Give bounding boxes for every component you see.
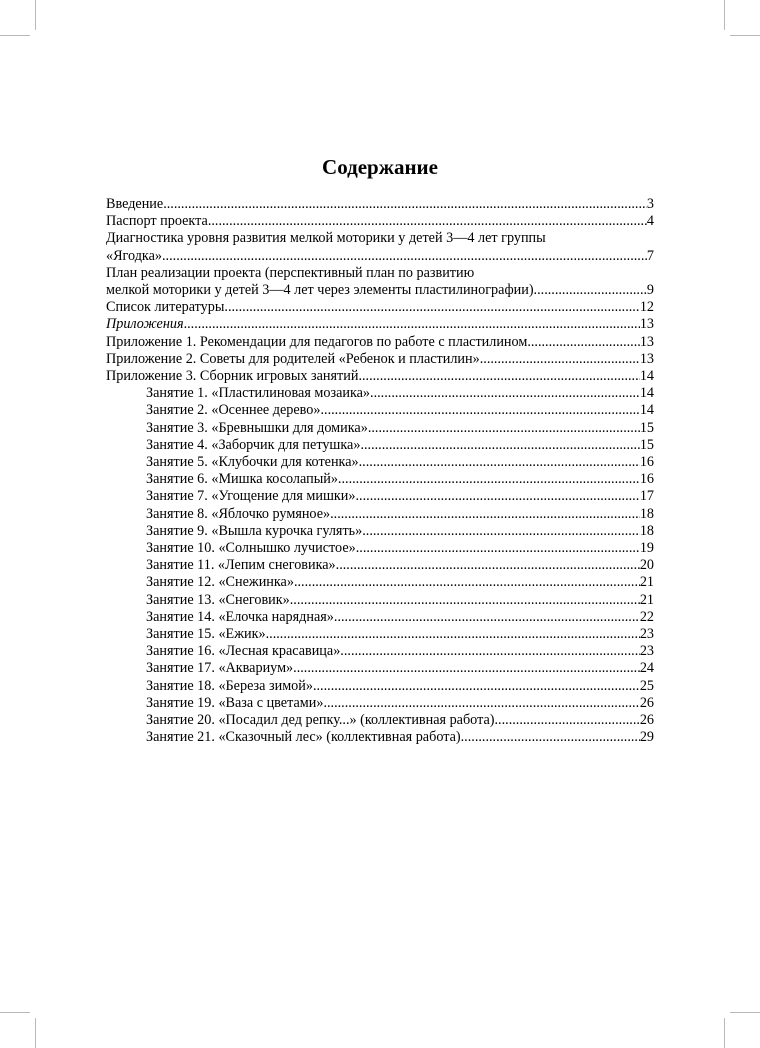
toc-leader-dots	[330, 506, 640, 523]
toc-leader-dots	[360, 437, 639, 454]
toc-leader-dots	[356, 540, 640, 557]
toc-leader-dots	[293, 660, 640, 677]
toc-leader-dots	[162, 248, 647, 265]
page-title: Содержание	[322, 155, 438, 179]
toc-lesson-entry[interactable]	[106, 523, 654, 540]
crop-mark	[724, 0, 725, 30]
toc-page-number: 18	[639, 522, 654, 539]
toc-lesson-entry[interactable]	[106, 712, 654, 729]
toc-entry[interactable]	[106, 316, 654, 333]
toc-leader-dots	[495, 712, 640, 729]
toc-lesson-entry[interactable]	[106, 678, 654, 695]
toc-entry[interactable]	[106, 351, 654, 368]
toc-entry[interactable]	[106, 334, 654, 351]
toc-lesson-entry[interactable]	[106, 626, 654, 643]
toc-leader-dots	[370, 385, 640, 402]
toc-leader-dots	[362, 523, 640, 540]
toc-entry-text: Занятие 21. «Сказочный лес» (коллективная работа)	[146, 729, 461, 746]
toc-lesson-entry[interactable]	[106, 557, 654, 574]
toc-leader-dots	[224, 299, 639, 316]
crop-mark	[0, 35, 30, 36]
toc-leader-dots	[290, 592, 640, 609]
toc-page-number: 23	[639, 643, 654, 660]
toc-lesson-entry[interactable]	[106, 506, 654, 523]
toc-leader-dots	[313, 678, 640, 695]
toc-entry-text: Приложение 1. Рекомендации для педагогов по работе с пластилином	[106, 333, 528, 350]
crop-mark	[35, 1018, 36, 1048]
toc-leader-dots	[356, 488, 640, 505]
toc-entry-text: мелкой моторики у детей 3—4 лет через элементы пластилинографии)	[106, 282, 534, 299]
toc-leader-dots	[358, 368, 639, 385]
toc-entry-text: Занятие 15. «Ежик»	[146, 626, 266, 643]
toc-entry-text: Приложение 2. Советы для родителей «Ребенок и пластилин»	[106, 350, 480, 367]
toc-page-number: 22	[639, 608, 654, 625]
toc-entry-text: Список литературы	[106, 299, 225, 316]
toc-page-number: 20	[639, 557, 654, 574]
toc-lesson-entry[interactable]	[106, 609, 654, 626]
toc-page-number: 17	[639, 488, 654, 505]
toc-entry-text: Занятие 13. «Снеговик»	[146, 591, 290, 608]
crop-mark	[730, 35, 760, 36]
toc-entry-text: Занятие 14. «Елочка нарядная»	[146, 608, 334, 625]
toc-lesson-entry[interactable]	[106, 592, 654, 609]
toc-leader-dots	[368, 420, 640, 437]
toc-lesson-entry[interactable]	[106, 454, 654, 471]
toc-lesson-entry[interactable]	[106, 660, 654, 677]
toc-leader-dots	[320, 402, 639, 419]
toc-entry[interactable]	[106, 248, 654, 265]
toc-lesson-entry[interactable]	[106, 695, 654, 712]
toc-entry-text: Введение	[106, 196, 164, 212]
crop-mark	[0, 1012, 30, 1013]
toc-leader-dots	[340, 643, 640, 660]
toc-page-number: 16	[639, 454, 654, 471]
toc-entry-text: Занятие 4. «Заборчик для петушка»	[146, 436, 361, 453]
toc-leader-dots	[527, 334, 640, 351]
toc-leader-dots	[338, 471, 640, 488]
toc-page-number: 16	[639, 471, 654, 488]
toc-entry[interactable]	[106, 368, 654, 385]
crop-mark	[730, 1012, 760, 1013]
toc-entry-text: Занятие 20. «Посадил дед репку...» (коллективная работа)	[146, 712, 495, 729]
table-of-contents	[106, 196, 654, 747]
toc-lesson-entry[interactable]	[106, 643, 654, 660]
toc-entry-text: Приложение 3. Сборник игровых занятий	[106, 368, 359, 385]
toc-page-number: 12	[639, 299, 654, 316]
crop-mark	[724, 1018, 725, 1048]
toc-page-number: 13	[639, 350, 654, 367]
toc-leader-dots	[208, 213, 647, 230]
toc-entry-text: Занятие 11. «Лепим снеговика»	[146, 557, 336, 574]
toc-lesson-entry[interactable]	[106, 402, 654, 419]
toc-entry-text: Занятие 16. «Лесная красавица»	[146, 643, 341, 660]
toc-page-number: 29	[639, 729, 654, 746]
toc-entry-text: Занятие 2. «Осеннее дерево»	[146, 402, 321, 419]
toc-entry-text: Приложения	[106, 316, 184, 333]
toc-page-number: 4	[646, 213, 654, 230]
toc-page-number: 13	[639, 333, 654, 350]
toc-page-number: 21	[639, 574, 654, 591]
toc-entry-text: Занятие 12. «Снежинка»	[146, 574, 294, 591]
toc-page-number: 18	[639, 505, 654, 522]
toc-page-number: 3	[646, 196, 654, 212]
toc-page-number: 21	[639, 591, 654, 608]
toc-lesson-entry[interactable]	[106, 729, 654, 746]
toc-entry-text: Занятие 19. «Ваза с цветами»	[146, 694, 324, 711]
toc-entry-text: Занятие 17. «Аквариум»	[146, 660, 294, 677]
toc-entry-text: Занятие 9. «Вышла курочка гулять»	[146, 522, 363, 539]
toc-page-number: 14	[639, 368, 654, 385]
toc-leader-dots	[334, 609, 640, 626]
toc-leader-dots	[163, 196, 647, 213]
toc-lesson-entry[interactable]	[106, 437, 654, 454]
toc-entry-text: Паспорт проекта	[106, 213, 208, 230]
toc-lesson-entry[interactable]	[106, 420, 654, 437]
toc-lesson-entry[interactable]	[106, 488, 654, 505]
toc-entry-text: Занятие 1. «Пластилиновая мозаика»	[146, 385, 371, 402]
toc-entry-text: Занятие 8. «Яблочко румяное»	[146, 505, 331, 522]
toc-page-number: 26	[639, 712, 654, 729]
toc-page-number: 23	[639, 626, 654, 643]
toc-page-number: 14	[639, 385, 654, 402]
toc-leader-dots	[461, 729, 640, 746]
toc-entry-text-line[interactable]: План реализации проекта (перспективный план по развитию	[106, 264, 475, 281]
toc-entry-text: Занятие 5. «Клубочки для котенка»	[146, 454, 359, 471]
toc-page-number: 13	[639, 316, 654, 333]
toc-entry[interactable]	[106, 299, 654, 316]
toc-entry-text: Занятие 3. «Бревнышки для домика»	[146, 419, 368, 436]
toc-leader-dots	[480, 351, 640, 368]
toc-entry-text: Занятие 18. «Береза зимой»	[146, 677, 313, 694]
toc-leader-dots	[266, 626, 640, 643]
toc-lesson-entry[interactable]	[106, 385, 654, 402]
toc-leader-dots	[359, 454, 640, 471]
toc-entry[interactable]	[106, 196, 654, 213]
toc-leader-dots	[323, 695, 639, 712]
toc-entry-text-line[interactable]: Диагностика уровня развития мелкой моторики у детей 3—4 лет группы	[106, 230, 546, 247]
toc-page-number: 14	[639, 402, 654, 419]
toc-leader-dots	[184, 316, 640, 333]
toc-leader-dots	[294, 574, 640, 591]
toc-leader-dots	[336, 557, 640, 574]
toc-entry-text: Занятие 6. «Мишка косолапый»	[146, 471, 338, 488]
toc-entry-text: Занятие 7. «Угощение для мишки»	[146, 488, 356, 505]
toc-page-number: 15	[639, 436, 654, 453]
toc-leader-dots	[534, 282, 647, 299]
toc-lesson-entry[interactable]	[106, 540, 654, 557]
toc-entry[interactable]	[106, 213, 654, 230]
toc-page-number: 7	[646, 247, 654, 264]
crop-mark	[35, 0, 36, 30]
toc-page-number: 19	[639, 540, 654, 557]
toc-page-number: 26	[639, 694, 654, 711]
toc-page-number: 9	[646, 282, 654, 299]
toc-entry[interactable]	[106, 282, 654, 299]
toc-entry-text: «Ягодка»	[106, 247, 162, 264]
toc-lesson-entry[interactable]	[106, 574, 654, 591]
toc-entry-text: Занятие 10. «Солнышко лучистое»	[146, 540, 356, 557]
toc-lesson-entry[interactable]	[106, 471, 654, 488]
toc-page-number: 15	[639, 419, 654, 436]
toc-page-number: 24	[639, 660, 654, 677]
toc-page-number: 25	[639, 677, 654, 694]
